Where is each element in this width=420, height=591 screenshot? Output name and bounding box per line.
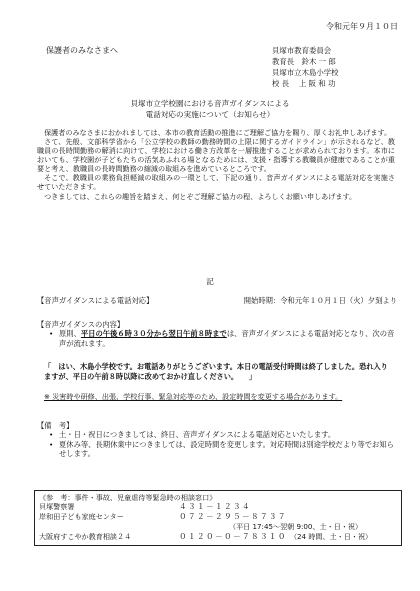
remarks-item: • 土・日・祝日につきましては、終日、音声ガイダンスによる電話対応といたします。 bbox=[37, 430, 397, 439]
contact-number: ０７２－２９５－８７３７ bbox=[179, 512, 287, 522]
contact-number: ０１２０－０－７８３１０ bbox=[179, 531, 287, 541]
contact-row bbox=[39, 502, 397, 512]
content-section bbox=[37, 320, 397, 348]
start-line bbox=[37, 296, 397, 305]
ki-heading: 記 bbox=[206, 277, 214, 286]
contact-note: （24 時間、土・日・祝） bbox=[289, 531, 373, 541]
sender-line: 貝塚市立木島小学校 bbox=[272, 67, 339, 77]
body-text bbox=[37, 128, 395, 201]
body-paragraph: つきましては、これらの趣旨を踏まえ、何とぞご理解ご協力の程、よろしくお願い申しあげます。 bbox=[44, 191, 357, 201]
content-heading: 【音声ガイダンスの内容】 bbox=[37, 320, 125, 329]
contact-row bbox=[39, 512, 397, 522]
contact-name: 大阪府すこやか教育相談２４ bbox=[39, 531, 132, 541]
contact-name: 貝塚警察署 bbox=[39, 502, 75, 512]
body-paragraph: そこで、教職員の業務負担軽減の取組みの一環として、下記の通り、音声ガイダンスによる電話対応を実施させていただきます。 bbox=[37, 173, 395, 192]
note-text: ※ 災害時や研修、出張、学校行事、緊急対応等のため、設定時間を変更する場合があります。 bbox=[44, 392, 343, 401]
title-line: 電話対応の実施について（お知らせ） bbox=[145, 110, 275, 119]
body-paragraph: さて、先般、文部科学省から「公立学校の教師の勤務時間の上限に関するガイドライン」が示されるなど、教職員の長時間勤務の解消に向けて、学校における働き方改革を一層推進することが求められております。本市においても、学校園が子どもたちの活気あふれる場となるためには、支援・指導する教職員が健康であることが重要と考え、教職員の長時間勤務の縮減の取組みを進めているところです。 bbox=[37, 137, 395, 174]
sender-block bbox=[272, 46, 339, 90]
schedule-change-note bbox=[44, 392, 394, 402]
start-value: 開始時期：令和元年１０月１日（火）夕刻より bbox=[243, 296, 397, 305]
remarks-item: • 夏休み等、長期休業中につきましては、設定時間を変更します。対応時間は別途学校だより等でお知らせします。 bbox=[37, 440, 397, 459]
start-label: 【音声ガイダンスによる電話対応】 bbox=[37, 296, 154, 305]
contact-number: ４３１－１２３４ bbox=[179, 502, 251, 512]
sender-line: 教育長 鈴木 一 郎 bbox=[272, 56, 336, 66]
contact-note: （平日 17:45～翌朝 9:00、土・日・祝） bbox=[229, 522, 363, 532]
contact-row bbox=[39, 522, 397, 531]
guidance-message: 「 はい、木島小学校です。お電話ありがとうございます。本日の電話受付時間は終了しました。恐れ入りますが、平日の午前８時以降に改めておかけ直しください。 」 bbox=[44, 362, 388, 381]
bullet-text-post: は、音声ガイダンスによる電話対応となり、次の音声が流れます。 bbox=[59, 329, 395, 348]
remarks-list bbox=[37, 430, 397, 458]
sender-line: 校 長 上 阪 和 功 bbox=[272, 78, 336, 88]
body-paragraph: 保護者のみなさまにおかれましては、本市の教育活動の推進にご理解ご協力を賜り、厚くお礼申しあげます。 bbox=[44, 128, 392, 137]
contact-box bbox=[34, 490, 402, 546]
sender-line: 貝塚市教育委員会 bbox=[272, 46, 332, 55]
contact-heading: 《参 考：事件・事故、児童虐待等緊急時の相談窓口》 bbox=[39, 493, 217, 502]
remarks-section bbox=[37, 421, 397, 458]
underlined-time: 平日の午後６時３０分から翌日午前８時まで bbox=[80, 329, 227, 339]
title-line: 貝塚市立学校園における音声ガイダンスによる bbox=[130, 99, 290, 108]
content-list bbox=[37, 329, 397, 348]
content-bullet bbox=[37, 329, 397, 348]
contact-row bbox=[39, 532, 397, 542]
contact-name: 岸和田子ども家庭センター bbox=[39, 512, 124, 522]
document-date: 令和元年９月１０日 bbox=[326, 22, 398, 31]
document-title bbox=[0, 98, 420, 120]
bullet-text-pre: 原則、 bbox=[59, 329, 81, 339]
addressee: 保護者のみなさまへ bbox=[46, 46, 118, 55]
remarks-heading: 【備 考】 bbox=[37, 421, 74, 430]
